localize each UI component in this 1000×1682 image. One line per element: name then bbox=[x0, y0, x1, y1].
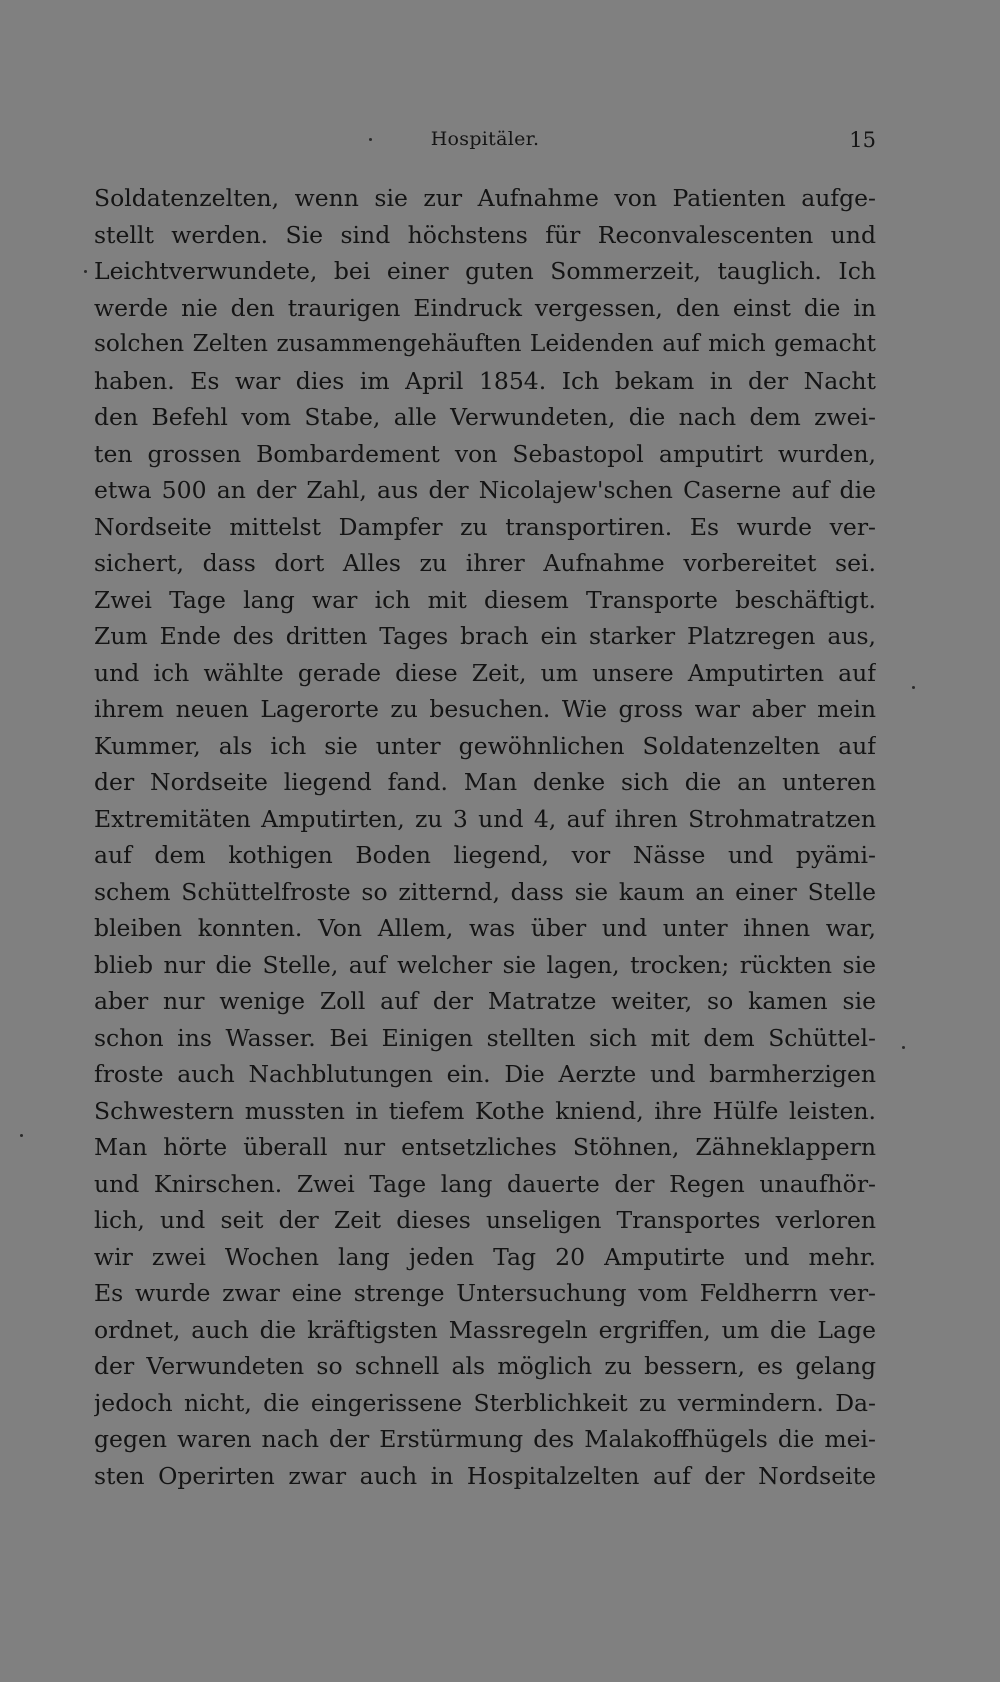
running-title: Hospitäler. bbox=[430, 128, 540, 150]
text-line: solchen Zelten zusammengehäuften Leidenden auf mich gemacht bbox=[94, 330, 876, 357]
text-line: Man hörte überall nur entsetzliches Stöhnen, Zähneklappern bbox=[94, 1133, 876, 1161]
text-line: etwa 500 an der Zahl, aus der Nicolajew'schen Caserne auf die bbox=[94, 476, 876, 504]
page-number: 15 bbox=[849, 128, 876, 152]
print-speck bbox=[369, 138, 372, 141]
print-speck bbox=[84, 270, 87, 273]
text-line: Leichtverwundete, bei einer guten Sommerzeit, tauglich. Ich bbox=[94, 257, 876, 285]
text-line: und Knirschen. Zwei Tage lang dauerte der Regen unaufhör- bbox=[94, 1169, 876, 1198]
text-line: sichert, dass dort Alles zu ihrer Aufnahme vorbereitet sei. bbox=[94, 549, 876, 577]
text-line: werde nie den traurigen Eindruck vergessen, den einst die in bbox=[94, 293, 876, 322]
text-line: ten grossen Bombardement von Sebastopol amputirt wurden, bbox=[94, 439, 876, 468]
text-line: schem Schüttelfroste so zitternd, dass sie kaum an einer Stelle bbox=[94, 877, 876, 906]
print-speck bbox=[20, 1134, 23, 1137]
text-line: der Verwundeten so schnell als möglich zu bessern, es gelang bbox=[94, 1352, 876, 1380]
text-line: blieb nur die Stelle, auf welcher sie lagen, trocken; rückten sie bbox=[94, 950, 876, 979]
text-line: froste auch Nachblutungen ein. Die Aerzte und barmherzigen bbox=[94, 1060, 876, 1088]
text-line: Soldatenzelten, wenn sie zur Aufnahme von Patienten aufge- bbox=[94, 184, 876, 212]
text-line: und ich wählte gerade diese Zeit, um unsere Amputirten auf bbox=[94, 658, 876, 687]
text-line: gegen waren nach der Erstürmung des Malakoffhügels die mei- bbox=[94, 1425, 876, 1453]
text-line: Extremitäten Amputirten, zu 3 und 4, auf ihren Strohmatratzen bbox=[94, 804, 876, 833]
page-header bbox=[94, 128, 876, 156]
text-line: wir zwei Wochen lang jeden Tag 20 Amputirte und mehr. bbox=[94, 1242, 876, 1271]
text-line: den Befehl vom Stabe, alle Verwundeten, die nach dem zwei- bbox=[94, 403, 876, 431]
text-line: lich, und seit der Zeit dieses unseligen Transportes verloren bbox=[94, 1206, 876, 1234]
print-speck bbox=[902, 1046, 905, 1049]
text-line: Nordseite mittelst Dampfer zu transportiren. Es wurde ver- bbox=[94, 512, 876, 541]
text-line: jedoch nicht, die eingerissene Sterblichkeit zu vermindern. Da- bbox=[94, 1388, 876, 1417]
text-line: haben. Es war dies im April 1854. Ich bekam in der Nacht bbox=[94, 366, 876, 395]
text-line: Zwei Tage lang war ich mit diesem Transporte beschäftigt. bbox=[94, 585, 876, 614]
text-line: schon ins Wasser. Bei Einigen stellten sich mit dem Schüttel- bbox=[94, 1023, 876, 1052]
text-line: sten Operirten zwar auch in Hospitalzelten auf der Nordseite bbox=[94, 1461, 876, 1490]
text-line: Schwestern mussten in tiefem Kothe kniend, ihre Hülfe leisten. bbox=[94, 1096, 876, 1125]
text-line: ihrem neuen Lagerorte zu besuchen. Wie gross war aber mein bbox=[94, 695, 876, 723]
text-line: Zum Ende des dritten Tages brach ein starker Platzregen aus, bbox=[94, 622, 876, 650]
text-line: Es wurde zwar eine strenge Untersuchung vom Feldherrn ver- bbox=[94, 1279, 876, 1307]
text-line: bleiben konnten. Von Allem, was über und unter ihnen war, bbox=[94, 914, 876, 942]
text-line: aber nur wenige Zoll auf der Matratze weiter, so kamen sie bbox=[94, 987, 876, 1015]
body-text bbox=[94, 180, 876, 1494]
print-speck bbox=[912, 686, 915, 689]
text-line: Kummer, als ich sie unter gewöhnlichen Soldatenzelten auf bbox=[94, 731, 876, 760]
text-line: der Nordseite liegend fand. Man denke sich die an unteren bbox=[94, 768, 876, 796]
text-line: stellt werden. Sie sind höchstens für Reconvalescenten und bbox=[94, 220, 876, 249]
text-line: auf dem kothigen Boden liegend, vor Nässe und pyämi- bbox=[94, 841, 876, 869]
text-line: ordnet, auch die kräftigsten Massregeln ergriffen, um die Lage bbox=[94, 1315, 876, 1344]
